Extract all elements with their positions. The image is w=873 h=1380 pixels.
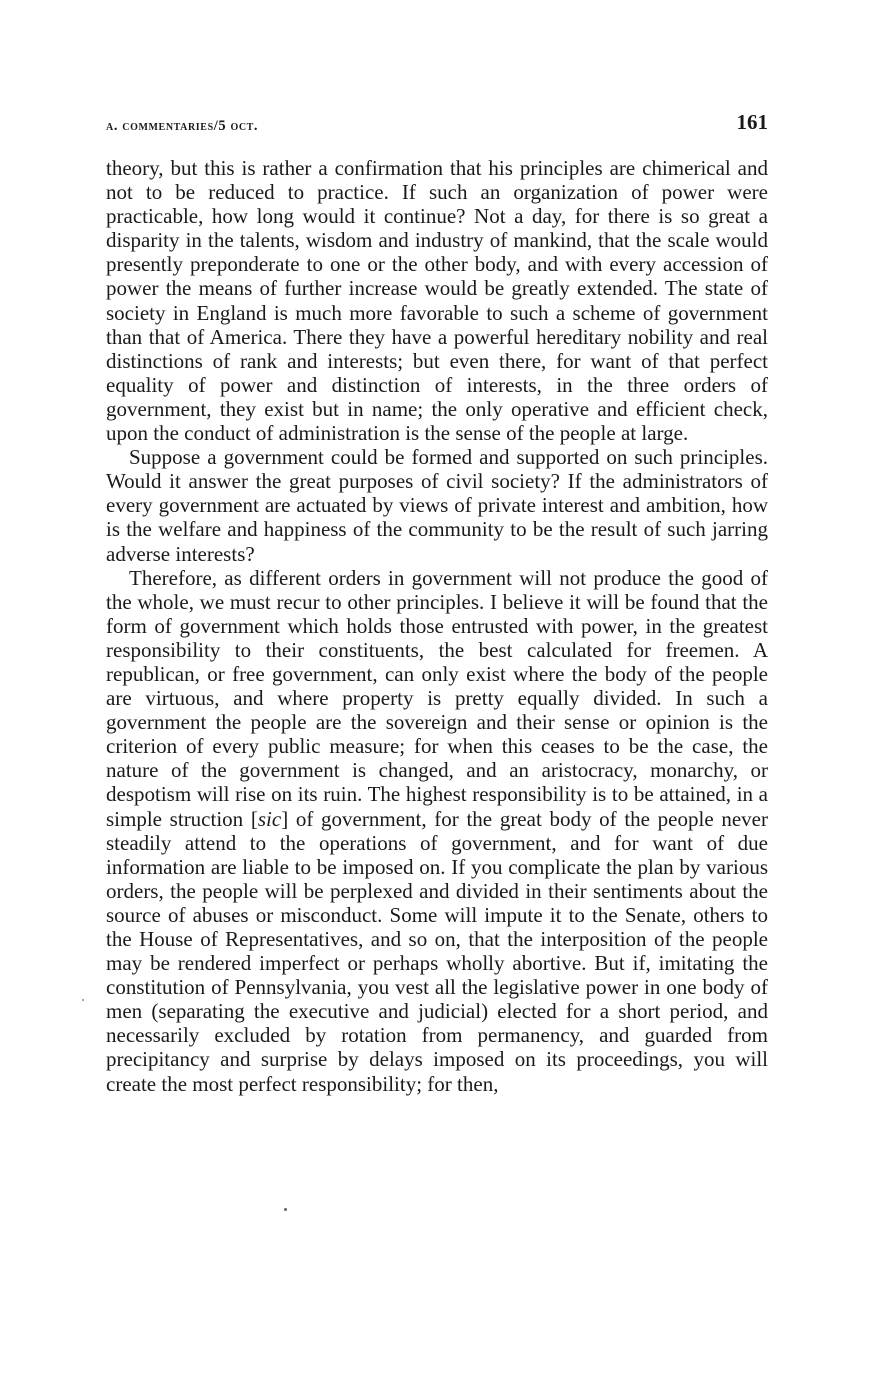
paragraph-2-text: Suppose a government could be formed and supported on such principles. Would it answer the great purposes of civil society? If the administrators of every government are actuated by views of private interest and ambition, how is the welfare and happiness of the community to be the result of such jarring adverse interests? (106, 445, 768, 566)
running-title: a. commentaries/5 oct. (106, 118, 259, 134)
sic-annotation: sic (257, 806, 282, 831)
paragraph-3 (106, 566, 768, 1096)
paragraph-1-text: theory, but this is rather a confirmation that his principles are chimerical and not to be reduced to practice. If such an organization of power were practicable, how long would it continue? Not a day, for there is so great a disparity in the talents, wisdom and industry of mankind, that the scale would presently preponderate to one or the other body, and with every accession of power the means of further increase would be greatly extended. The state of society in England is much more favorable to such a scheme of government than that of America. There they have a powerful hereditary nobility and real distinctions of rank and interests; but even there, for want of that perfect equality of power and distinction of interests, in the three orders of government, they exist but in name; the only operative and efficient check, upon the conduct of administration is the sense of the people at large. (106, 156, 768, 446)
body-text (106, 156, 768, 1096)
paragraph-3-text-part-1: Therefore, as different orders in government will not produce the good of the whole, we must recur to other principles. I believe it will be found that the form of government which holds those entrusted with power, in the greatest responsibility to their constituents, the best calculated for freemen. A republican, or free government, can only exist where the body of the people are virtuous, and where property is pretty equally divided. In such a government the people are the sovereign and their sense or opinion is the criterion of every public measure; for when this ceases to be the case, the nature of the government is changed, and an aristocracy, monarchy, or despotism will rise on its ruin. The highest responsibility is to be attained, in a simple struction [ (106, 565, 768, 831)
stray-ink-mark (284, 1208, 287, 1211)
paragraph-3-text-part-2: ] of government, for the great body of the people never steadily attend to the operations of government, and for want of due information are liable to be imposed on. If you complicate the plan by various orders, the people will be perplexed and divided in their sentiments about the source of abuses or misconduct. Some will impute it to the Senate, others to the House of Representatives, and so on, that the interposition of the people may be rendered imperfect or perhaps wholly abortive. But if, imitating the constitution of Pennsylvania, you vest all the legislative power in one body of men (separating the executive and judicial) elected for a short period, and necessarily excluded by rotation from permanency, and guarded from precipitancy and surprise by delays imposed on its proceedings, you will create the most perfect responsibility; for then, (106, 806, 768, 1096)
page-number: 161 (736, 110, 768, 134)
margin-speck (82, 999, 84, 1001)
paragraph-2 (106, 445, 768, 565)
paragraph-1 (106, 156, 768, 445)
running-head (106, 110, 768, 138)
